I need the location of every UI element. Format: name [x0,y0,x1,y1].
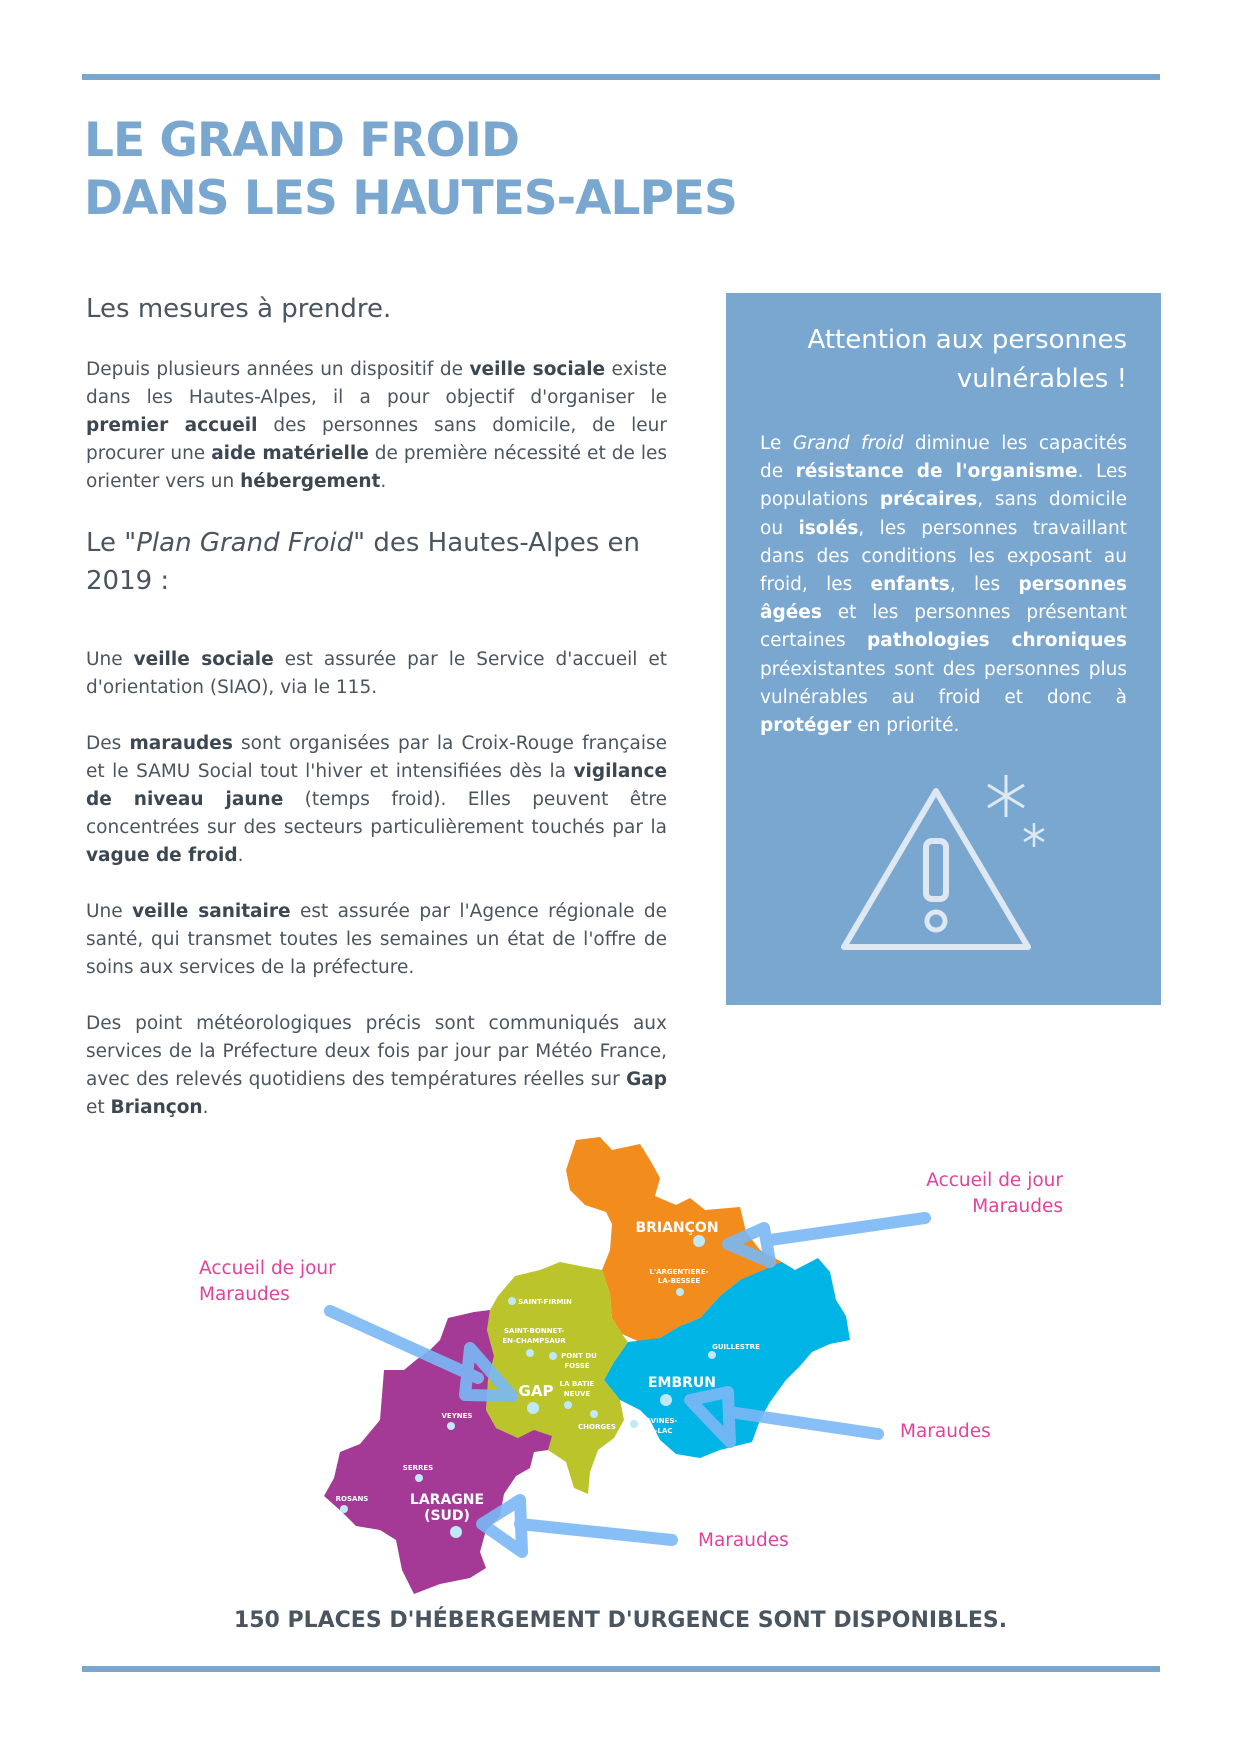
city-saint-bonnet-2: EN-CHAMPSAUR [502,1337,566,1345]
arrow-top-right [728,1218,925,1262]
text-run: préexistantes sont des personnes plus vulnérables au froid et donc à [760,658,1127,708]
city-la-batie-2: NEUVE [563,1390,591,1398]
text-run: , sans domicile ou [760,489,1127,539]
text-run: . [380,471,387,492]
city-savines-1: SAVINES- [640,1417,678,1425]
annotation-top-right [926,1168,1063,1220]
text-run: et [86,1097,111,1118]
bold-run: hébergement [240,471,381,492]
title-line-2: DANS LES HAUTES-ALPES [84,171,737,226]
city-savines-2: LE-LAC [645,1427,673,1435]
city-pont-du-fosse-2: FOSSÉ [564,1362,590,1370]
annotation-left-line-2: Maraudes [199,1284,290,1305]
bold-run: veille sanitaire [132,901,291,922]
bold-run: Gap [626,1069,667,1090]
city-laragne-2: (SUD) [424,1508,470,1524]
arrow-bottom [482,1500,672,1552]
box-title-line-1: Attention aux personnes [807,325,1127,355]
emergency-places-statement: 150 PLACES D'HÉBERGEMENT D'URGENCE SONT DISPONIBLES. [233,1608,1008,1633]
bold-run: résistance de l'organisme [795,461,1078,483]
plan-heading-pre: Le [86,528,125,558]
bold-run: aide matérielle [211,443,369,464]
annotation-bottom: Maraudes [698,1530,789,1551]
city-guillestre: GUILLESTRE [712,1343,760,1351]
city-gap: GAP [518,1382,554,1400]
text-run: (temps froid). Elles peuvent être concentrées sur des secteurs particulièrement touchés par la [86,789,667,838]
text-run: de première nécessité et de les orienter vers un [86,443,667,492]
text-run: Des [86,733,130,754]
text-run: diminue les capacités de [760,433,1128,483]
text-run: et les personnes présentant certaines [760,602,1127,652]
city-saint-bonnet-1: SAINT-BONNET- [503,1327,565,1335]
measures-heading: Les mesures à prendre. [86,294,392,324]
text-run: sont organisées par la Croix-Rouge française et le SAMU Social tout l'hiver et intensifiées dès la [86,733,667,782]
city-argentiere-1: L'ARGENTIERE- [649,1268,709,1276]
text-run: Le [760,433,793,454]
city-la-batie-1: LA BATIE [559,1380,595,1388]
text-run: , les personnes travaillant dans des conditions les exposant au froid, les [760,517,1127,596]
bold-run: premier accueil [86,415,258,436]
city-serres: SERRES [402,1464,434,1472]
city-chorges: CHORGES [578,1423,616,1431]
city-saint-firmin: SAINT-FIRMIN [518,1298,572,1306]
annotation-top-right-line-2: Maraudes [972,1196,1063,1217]
city-veynes: VEYNES [441,1412,473,1420]
title-line-1: LE GRAND FROID [84,113,520,168]
annotation-left [199,1256,336,1308]
city-rosans: ROSANS [335,1495,369,1503]
text-run: Depuis plusieurs années un dispositif de [86,359,470,380]
bold-run: veille sociale [133,649,274,670]
text-run: . [202,1097,209,1118]
bottom-rule [82,1666,1160,1672]
text-run: est assurée par l'Agence régionale de santé, qui transmet toutes les semaines un état de l'offre de soins aux services de la préfecture. [86,901,668,978]
bold-run: maraudes [129,733,233,754]
bold-run: protéger [760,715,852,737]
bold-run: précaires [879,489,978,511]
text-run: . [237,845,244,866]
annotation-left-line-1: Accueil de jour [199,1258,336,1279]
bold-run: Briançon [110,1097,203,1118]
bold-run: enfants [870,574,950,596]
bold-run: isolés [798,517,859,539]
text-run: existe dans les Hautes-Alpes, il a pour objectif d'organiser le [86,359,667,408]
bold-run: vague de froid [86,845,238,866]
text-run: . Les populations [760,461,1127,511]
text-run: Une [86,901,133,922]
italic-run: Grand froid [792,433,904,454]
bold-run: pathologies chroniques [866,630,1127,652]
text-run: , les [949,574,1019,596]
city-laragne-1: LARAGNE [409,1492,485,1508]
text-run: Une [86,649,134,670]
annotation-top-right-line-1: Accueil de jour [926,1170,1063,1191]
city-pont-du-fosse-1: PONT DU [561,1352,597,1360]
city-embrun: EMBRUN [647,1375,717,1391]
text-run: en priorité. [851,715,960,737]
city-briancon: BRIANÇON [635,1220,719,1236]
text-run: est assurée par le Service d'accueil et d'orientation (SIAO), via le 115. [86,649,667,698]
bold-run: personnes âgées [760,574,1127,624]
plan-heading-post: des Hautes-Alpes en 2019 : [86,528,640,596]
bold-run: veille sociale [469,359,606,380]
city-argentiere-2: LA-BESSEE [657,1277,701,1285]
annotation-right: Maraudes [900,1421,991,1442]
bold-run: vigilance de niveau jaune [86,761,667,810]
text-run: Des point météorologiques précis sont communiqués aux services de la Préfecture deux fois par jour par Météo France, avec des relevés quotidiens des températures réelles sur [86,1013,667,1090]
box-title-line-2: vulnérables ! [956,364,1127,394]
text-run: des personnes sans domicile, de leur procurer une [86,415,667,464]
plan-heading-em: "Plan Grand Froid" [124,528,366,558]
